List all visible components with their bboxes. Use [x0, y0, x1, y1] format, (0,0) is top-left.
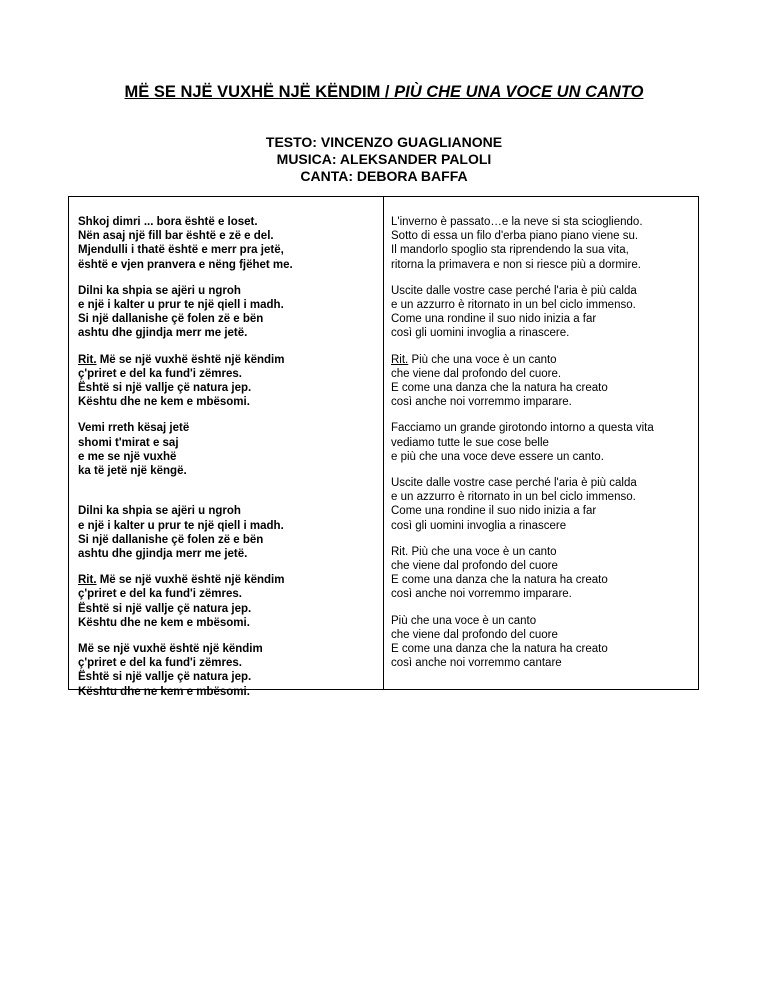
- albanian-lyric-line: [78, 258, 383, 272]
- lyric-text: che viene dal profondo del cuore: [391, 560, 558, 573]
- italian-lyric-line: [391, 628, 698, 642]
- page-title: [0, 83, 768, 102]
- lyric-text: Più che una voce è un canto: [408, 353, 557, 366]
- lyric-text: Mjendulli i thatë është e merr pra jetë,: [78, 244, 284, 257]
- italian-lyric-line: [391, 656, 698, 670]
- lyric-text: ç'priret e del ka fund'i zëmres.: [78, 367, 242, 380]
- lyric-text: Më se një vuxhë është një këndim: [96, 574, 285, 587]
- lyric-text: Është si një vallje çë natura jep.: [78, 671, 252, 684]
- italian-lyric-line: [391, 258, 698, 272]
- lyric-text: ashtu dhe gjindja merr me jetë.: [78, 327, 248, 340]
- lyric-text: Shkoj dimri ... bora është e loset.: [78, 216, 258, 228]
- lyric-text: Uscite dalle vostre case perché l'aria è più calda: [391, 284, 637, 297]
- albanian-stanza: [78, 284, 383, 341]
- lyric-text: Facciamo un grande girotondo intorno a questa vita: [391, 422, 654, 435]
- lyric-text: Uscite dalle vostre case perché l'aria è più calda: [391, 477, 637, 490]
- albanian-lyric-line: [78, 312, 383, 326]
- lyric-text: ç'priret e del ka fund'i zëmres.: [78, 657, 242, 670]
- lyric-text: così anche noi vorremmo imparare.: [391, 396, 572, 409]
- title-italian: PIÙ CHE UNA VOCE UN CANTO: [394, 83, 644, 101]
- albanian-lyric-line: [78, 685, 383, 699]
- italian-lyric-line: [391, 545, 698, 559]
- albanian-stanza: [78, 642, 383, 699]
- albanian-lyric-line: [78, 326, 383, 340]
- lyric-text: Kështu dhe ne kem e mbësomi.: [78, 396, 250, 409]
- lyric-text: E come una danza che la natura ha creato: [391, 574, 608, 587]
- lyric-text: Si një dallanishe çë folen zë e bën: [78, 533, 264, 546]
- albanian-stanza: [78, 421, 383, 478]
- lyric-text: shomi t'mirat e saj: [78, 436, 179, 449]
- lyric-text: e un azzurro è ritornato in un bel ciclo immenso.: [391, 491, 636, 504]
- credit-singer: CANTA: DEBORA BAFFA: [300, 168, 468, 184]
- lyric-text: vediamo tutte le sue cose belle: [391, 436, 549, 449]
- lyric-text: e più che una voce deve essere un canto.: [391, 450, 604, 463]
- albanian-lyric-line: [78, 367, 383, 381]
- lyric-text: Come una rondine il suo nido inizia a far: [391, 505, 597, 518]
- italian-lyric-line: [391, 284, 698, 298]
- lyric-text: Rit. Più che una voce è un canto: [391, 545, 557, 558]
- italian-lyric-line: [391, 490, 698, 504]
- lyric-text: Si një dallanishe çë folen zë e bën: [78, 313, 264, 326]
- albanian-lyric-line: [78, 533, 383, 547]
- lyric-text: Nën asaj një fill bar është e zë e del.: [78, 230, 274, 243]
- lyric-text: Kështu dhe ne kem e mbësomi.: [78, 685, 250, 698]
- italian-stanza: [391, 284, 698, 341]
- credit-lyrics: TESTO: VINCENZO GUAGLIANONE: [265, 134, 503, 150]
- lyric-text: Il mandorlo spoglio sta riprendendo la sua vita,: [391, 244, 629, 257]
- lyric-text: Më se një vuxhë është një këndim: [78, 643, 263, 656]
- title-albanian: MË SE NJË VUXHË NJË KËNDIM: [124, 83, 381, 101]
- albanian-lyric-line: [78, 450, 383, 464]
- albanian-column: [69, 197, 384, 698]
- refrain-marker: Rit.: [391, 353, 409, 366]
- credits-block: [0, 134, 768, 185]
- lyric-text: E come una danza che la natura ha creato: [391, 643, 608, 656]
- lyric-text: e një i kalter u prur te një qiell i madh.: [78, 299, 284, 312]
- albanian-stanza: [78, 490, 383, 561]
- italian-lyric-line: [391, 614, 698, 628]
- albanian-lyric-line: [78, 642, 383, 656]
- albanian-lyric-line: [78, 602, 383, 616]
- albanian-lyric-line: [78, 519, 383, 533]
- italian-lyric-line: [391, 395, 698, 409]
- italian-lyric-line: [391, 298, 698, 312]
- albanian-lyric-line: [78, 395, 383, 409]
- italian-lyric-line: [391, 421, 698, 435]
- lyric-text: Più che una voce è un canto: [391, 614, 537, 627]
- lyric-text: Dilni ka shpia se ajëri u ngroh: [78, 284, 241, 297]
- credit-music: MUSICA: ALEKSANDER PALOLI: [276, 151, 492, 167]
- italian-lyric-line: [391, 504, 698, 518]
- italian-lyric-line: [391, 642, 698, 656]
- refrain-marker: Rit.: [78, 574, 97, 587]
- italian-lyric-line: [391, 450, 698, 464]
- italian-stanza: [391, 614, 698, 671]
- albanian-stanza: [78, 215, 383, 272]
- italian-lyric-line: [391, 519, 698, 533]
- lyric-text: E come una danza che la natura ha creato: [391, 382, 608, 395]
- italian-lyric-line: [391, 476, 698, 490]
- lyric-text: Dilni ka shpia se ajëri u ngroh: [78, 505, 241, 518]
- italian-stanza: [391, 545, 698, 602]
- lyric-text: e një i kalter u prur te një qiell i madh.: [78, 519, 284, 532]
- lyric-text: Come una rondine il suo nido inizia a far: [391, 313, 597, 326]
- lyric-text: ritorna la primavera e non si riesce più a dormire.: [391, 258, 641, 271]
- lyric-text: che viene dal profondo del cuore: [391, 628, 558, 641]
- italian-column: [384, 197, 698, 689]
- italian-stanza: [391, 353, 698, 410]
- italian-lyric-line: [391, 436, 698, 450]
- italian-lyric-line: [391, 559, 698, 573]
- albanian-lyric-line: [78, 504, 383, 518]
- lyric-text: che viene dal profondo del cuore.: [391, 367, 562, 380]
- albanian-lyric-line: [78, 547, 383, 561]
- albanian-lyric-line: [78, 616, 383, 630]
- lyric-text: Është si një vallje çë natura jep.: [78, 382, 252, 395]
- lyric-text: L'inverno è passato…e la neve si sta sciogliendo.: [391, 216, 643, 228]
- albanian-lyric-line: [78, 436, 383, 450]
- lyric-text: e me se një vuxhë: [78, 450, 177, 463]
- lyric-text: ashtu dhe gjindja merr me jetë.: [78, 548, 248, 561]
- lyric-text: ç'priret e del ka fund'i zëmres.: [78, 588, 242, 601]
- albanian-lyric-line: [78, 464, 383, 478]
- lyric-text: Kështu dhe ne kem e mbësomi.: [78, 616, 250, 629]
- lyric-text: Sotto di essa un filo d'erba piano piano viene su.: [391, 230, 639, 243]
- italian-stanza: [391, 421, 698, 464]
- lyric-text: così anche noi vorremmo imparare.: [391, 588, 572, 601]
- albanian-lyric-line: [78, 670, 383, 684]
- italian-lyric-line: [391, 243, 698, 257]
- albanian-stanza: [78, 573, 383, 630]
- refrain-marker: Rit.: [78, 353, 97, 366]
- lyric-text: Është si një vallje çë natura jep.: [78, 602, 252, 615]
- lyric-text: është e vjen pranvera e nëng fjëhet me.: [78, 258, 293, 271]
- albanian-stanza: [78, 353, 383, 410]
- albanian-lyric-line: [78, 298, 383, 312]
- albanian-lyric-line: [78, 353, 383, 367]
- albanian-lyric-line: [78, 421, 383, 435]
- italian-lyric-line: [391, 312, 698, 326]
- albanian-lyric-line: [78, 573, 383, 587]
- albanian-lyric-line: [78, 215, 383, 229]
- lyrics-table: [68, 196, 699, 698]
- lyric-text: ka të jetë një këngë.: [78, 465, 187, 478]
- title-separator: /: [380, 83, 395, 101]
- italian-lyric-line: [391, 573, 698, 587]
- albanian-lyric-line: [78, 243, 383, 257]
- albanian-lyric-line: [78, 381, 383, 395]
- italian-lyric-line: [391, 353, 698, 367]
- albanian-lyric-line: [78, 656, 383, 670]
- italian-stanza: [391, 215, 698, 272]
- albanian-lyric-line: [78, 490, 383, 504]
- italian-lyric-line: [391, 326, 698, 340]
- lyric-text: Më se një vuxhë është një këndim: [96, 353, 285, 366]
- italian-lyric-line: [391, 215, 698, 229]
- italian-lyric-line: [391, 381, 698, 395]
- albanian-lyric-line: [78, 229, 383, 243]
- lyric-text: così anche noi vorremmo cantare: [391, 657, 562, 670]
- italian-lyric-line: [391, 587, 698, 601]
- albanian-lyric-line: [78, 284, 383, 298]
- italian-stanza: [391, 476, 698, 533]
- italian-lyric-line: [391, 229, 698, 243]
- lyric-text: Vemi rreth kësaj jetë: [78, 422, 190, 435]
- lyric-text: così gli uomini invoglia a rinascere: [391, 519, 567, 532]
- lyric-text: così gli uomini invoglia a rinascere.: [391, 327, 570, 340]
- italian-lyric-line: [391, 367, 698, 381]
- albanian-lyric-line: [78, 587, 383, 601]
- lyric-text: e un azzurro è ritornato in un bel ciclo immenso.: [391, 299, 636, 312]
